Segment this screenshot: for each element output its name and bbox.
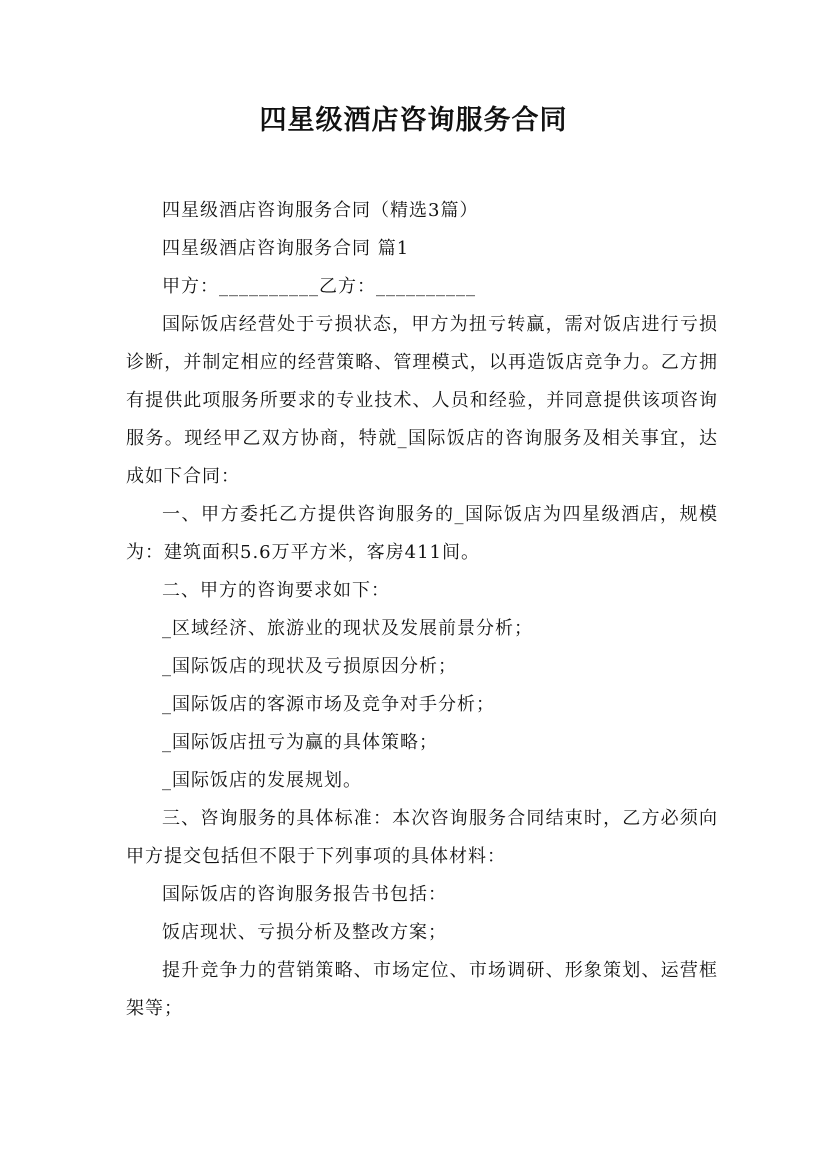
requirement-item: _国际饭店的现状及亏损原因分析； xyxy=(162,656,457,677)
document-body xyxy=(126,192,718,1028)
section-heading: 四星级酒店咨询服务合同 篇1 xyxy=(162,238,410,259)
report-item: 饭店现状、亏损分析及整改方案； xyxy=(162,922,447,943)
report-heading: 国际饭店的咨询服务报告书包括： xyxy=(162,884,447,905)
party-line: 甲方：__________乙方：__________ xyxy=(162,276,476,297)
requirement-item: _区域经济、旅游业的现状及发展前景分析； xyxy=(162,618,533,639)
clause-one: 一、甲方委托乙方提供咨询服务的_国际饭店为四星级酒店，规模为：建筑面积5.6万平方米，客房411间。 xyxy=(126,504,718,563)
clause-three: 三、咨询服务的具体标准：本次咨询服务合同结束时，乙方必须向甲方提交包括但不限于下列事项的具体材料： xyxy=(126,808,718,867)
clause-two-heading: 二、甲方的咨询要求如下： xyxy=(162,580,390,601)
requirement-item: _国际饭店扭亏为赢的具体策略； xyxy=(162,732,438,753)
document-title: 四星级酒店咨询服务合同 xyxy=(259,105,568,136)
intro-paragraph: 国际饭店经营处于亏损状态，甲方为扭亏转赢，需对饭店进行亏损诊断，并制定相应的经营策略、管理模式，以再造饭店竞争力。乙方拥有提供此项服务所要求的专业技术、人员和经验，并同意提供该项咨询服务。现经甲乙双方协商，特就_国际饭店的咨询服务及相关事宜，达成如下合同： xyxy=(126,314,718,487)
subtitle-line: 四星级酒店咨询服务合同（精选3篇） xyxy=(162,200,479,221)
report-item: 提升竞争力的营销策略、市场定位、市场调研、形象策划、运营框架等； xyxy=(126,960,718,1019)
requirement-item: _国际饭店的发展规划。 xyxy=(162,770,362,791)
requirement-item: _国际饭店的客源市场及竞争对手分析； xyxy=(162,694,495,715)
